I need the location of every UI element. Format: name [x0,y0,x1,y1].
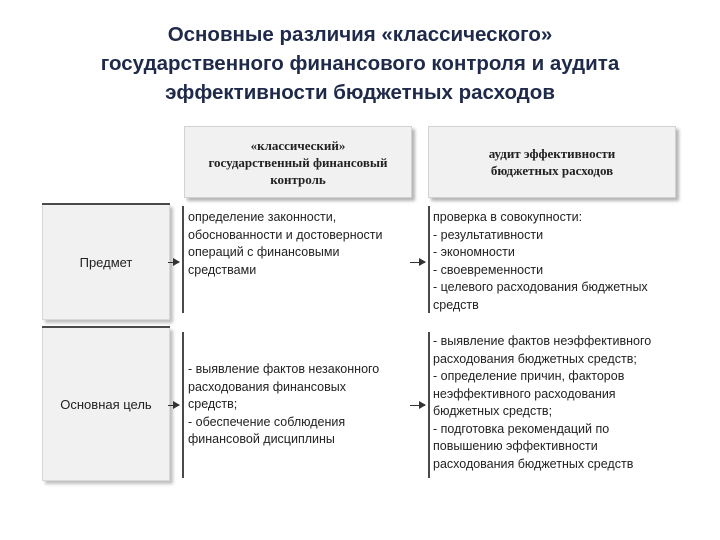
cell-line: определение законности, [188,210,337,224]
header-line: контроль [270,171,326,187]
header-line: аудит эффективности [488,146,616,161]
header-line: государственный финансовый [208,154,388,170]
cell-line: операций с финансовыми [188,245,340,259]
cell-line: обоснованности и достоверности [188,227,383,242]
cell-line: - выявление фактов неэффективного [433,334,652,348]
cell-line: расходования финансовых [188,379,347,394]
classic-goal-text [188,361,379,449]
row-divider [42,203,170,205]
cell-line: расходования бюджетных средств; [433,351,637,366]
cell-line: неэффективного расходования [433,386,616,401]
cell-line: - определение причин, факторов [433,369,625,383]
cell-line: - подготовка рекомендаций по [433,421,610,436]
column-bar [182,332,184,478]
slide-title [0,20,720,107]
cell-line: финансовой дисциплины [188,432,335,446]
header-line: бюджетных расходов [490,163,614,178]
row-label-subject [42,204,170,320]
row-label-text: Предмет [79,254,133,270]
cell-line: повышению эффективности [433,439,598,453]
row-label-main-goal [42,327,170,481]
column-bar [182,206,184,313]
row-divider [42,326,170,328]
cell-line: средств [433,297,479,312]
column-bar [428,332,430,478]
cell-line: средств; [188,397,238,411]
arrow-right-icon [168,262,179,263]
header-classic-control [184,126,412,198]
arrow-right-icon [410,405,425,406]
cell-line: проверка в совокупности: [433,210,583,224]
header-line: «классический» [250,137,346,153]
arrow-right-icon [168,405,179,406]
arrow-right-icon [410,262,425,263]
cell-line: - обеспечение соблюдения [188,414,346,429]
header-efficiency-audit [428,126,676,198]
title-line: эффективности бюджетных расходов [165,81,555,104]
cell-line: - экономности [433,245,515,259]
cell-line: - своевременности [433,262,544,277]
row-label-text: Основная цель [60,396,152,412]
audit-subject-text [433,209,648,314]
title-line: Основные различия «классического» [167,23,553,46]
title-line: государственного финансового контроля и аудита [100,52,620,75]
cell-line: - выявление фактов незаконного [188,362,380,376]
cell-line: средствами [188,262,257,277]
cell-line: - результативности [433,227,544,242]
cell-line: бюджетных средств; [433,404,553,418]
cell-line: - целевого расходования бюджетных [433,280,648,294]
cell-line: расходования бюджетных средств [433,456,634,471]
column-bar [428,206,430,313]
classic-subject-text [188,209,383,279]
audit-goal-text [433,333,651,473]
